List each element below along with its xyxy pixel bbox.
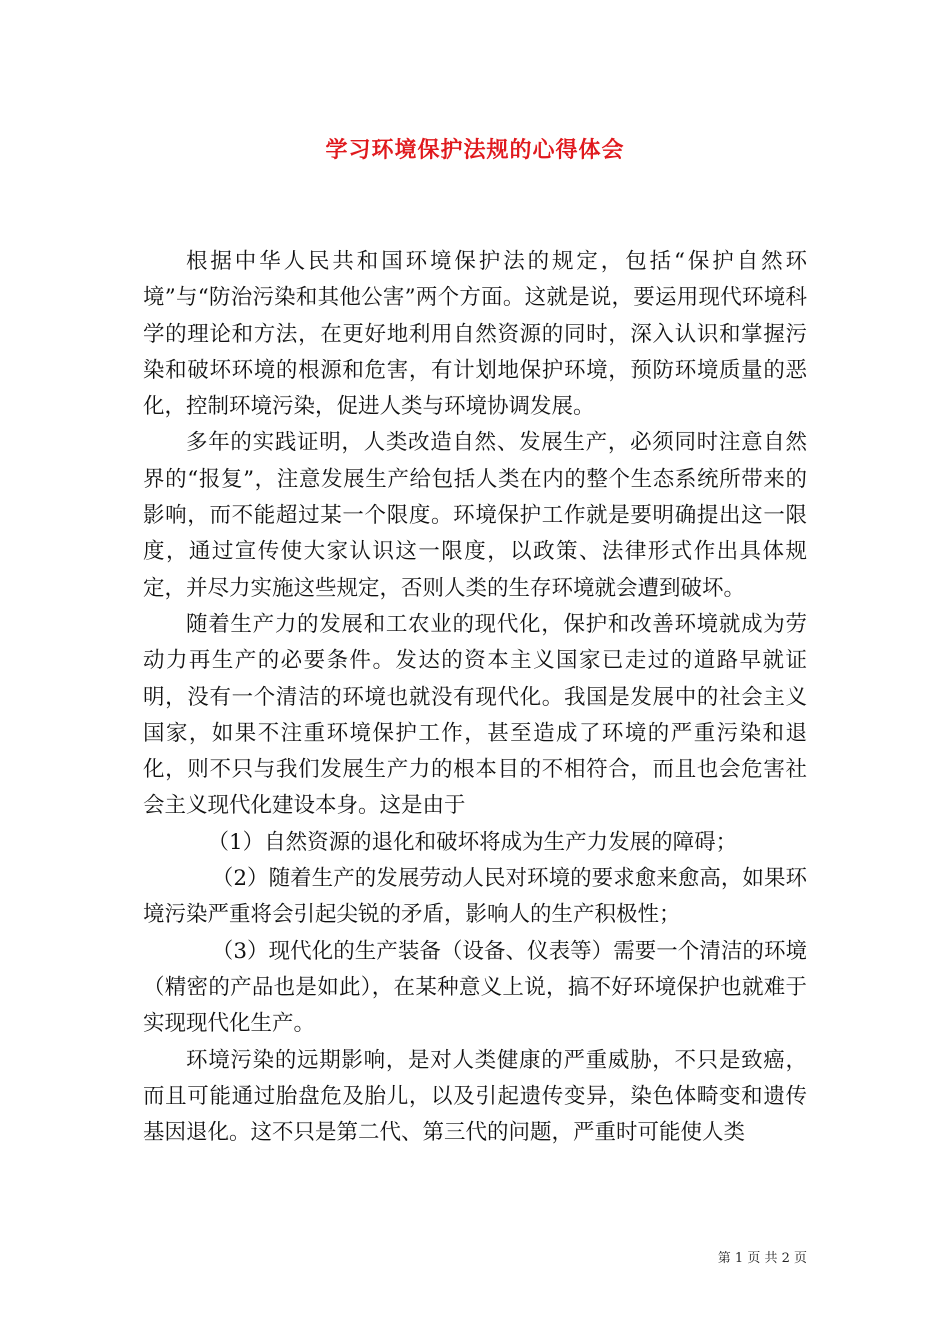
list-item-1: （1）自然资源的退化和破坏将成为生产力发展的障碍； — [207, 829, 738, 855]
paragraph-4: 环境污染的远期影响，是对人类健康的严重威胁，不只是致癌，而且可能通过胎盘危及胎儿，以及引起遗传变异，染色体畸变和遗传基因退化。这不只是第二代、第三代的问题，严重时可能使人类 — [143, 1047, 807, 1146]
list-item-3: （3）现代化的生产装备（设备、仪表等）需要一个清洁的环境（精密的产品也是如此），在某种意义上说，搞不好环境保护也就难于实现现代化生产。 — [143, 938, 807, 1037]
paragraph-3: 随着生产力的发展和工农业的现代化，保护和改善环境就成为劳动力再生产的必要条件。发达的资本主义国家已走过的道路早就证明，没有一个清洁的环境也就没有现代化。我国是发展中的社会主义国家，如果不注重环境保护工作，甚至造成了环境的严重污染和退化，则不只与我们发展生产力的根本目的不相符合，而且也会危害社会主义现代化建设本身。这是由于 — [143, 611, 807, 819]
document-body — [143, 244, 807, 1151]
page-number-footer: 第 1 页 共 2 页 — [717, 1251, 807, 1266]
paragraph-2: 多年的实践证明，人类改造自然、发展生产，必须同时注意自然界的“报复”，注意发展生产给包括人类在内的整个生态系统所带来的影响，而不能超过某一个限度。环境保护工作就是要明确提出这一限度，通过宣传使大家认识这一限度，以政策、法律形式作出具体规定，并尽力实施这些规定，否则人类的生存环境就会遭到破坏。 — [143, 430, 807, 601]
list-item-2: （2）随着生产的发展劳动人民对环境的要求愈来愈高，如果环境污染严重将会引起尖锐的矛盾，影响人的生产积极性； — [143, 866, 807, 928]
document-title: 学习环境保护法规的心得体会 — [325, 137, 625, 163]
paragraph-1: 根据中华人民共和国环境保护法的规定，包括“保护自然环境”与“防治污染和其他公害”两个方面。这就是说，要运用现代环境科学的理论和方法，在更好地利用自然资源的同时，深入认识和掌握污染和破坏环境的根源和危害，有计划地保护环境，预防环境质量的恶化，控制环境污染，促进人类与环境协调发展。 — [143, 249, 807, 420]
